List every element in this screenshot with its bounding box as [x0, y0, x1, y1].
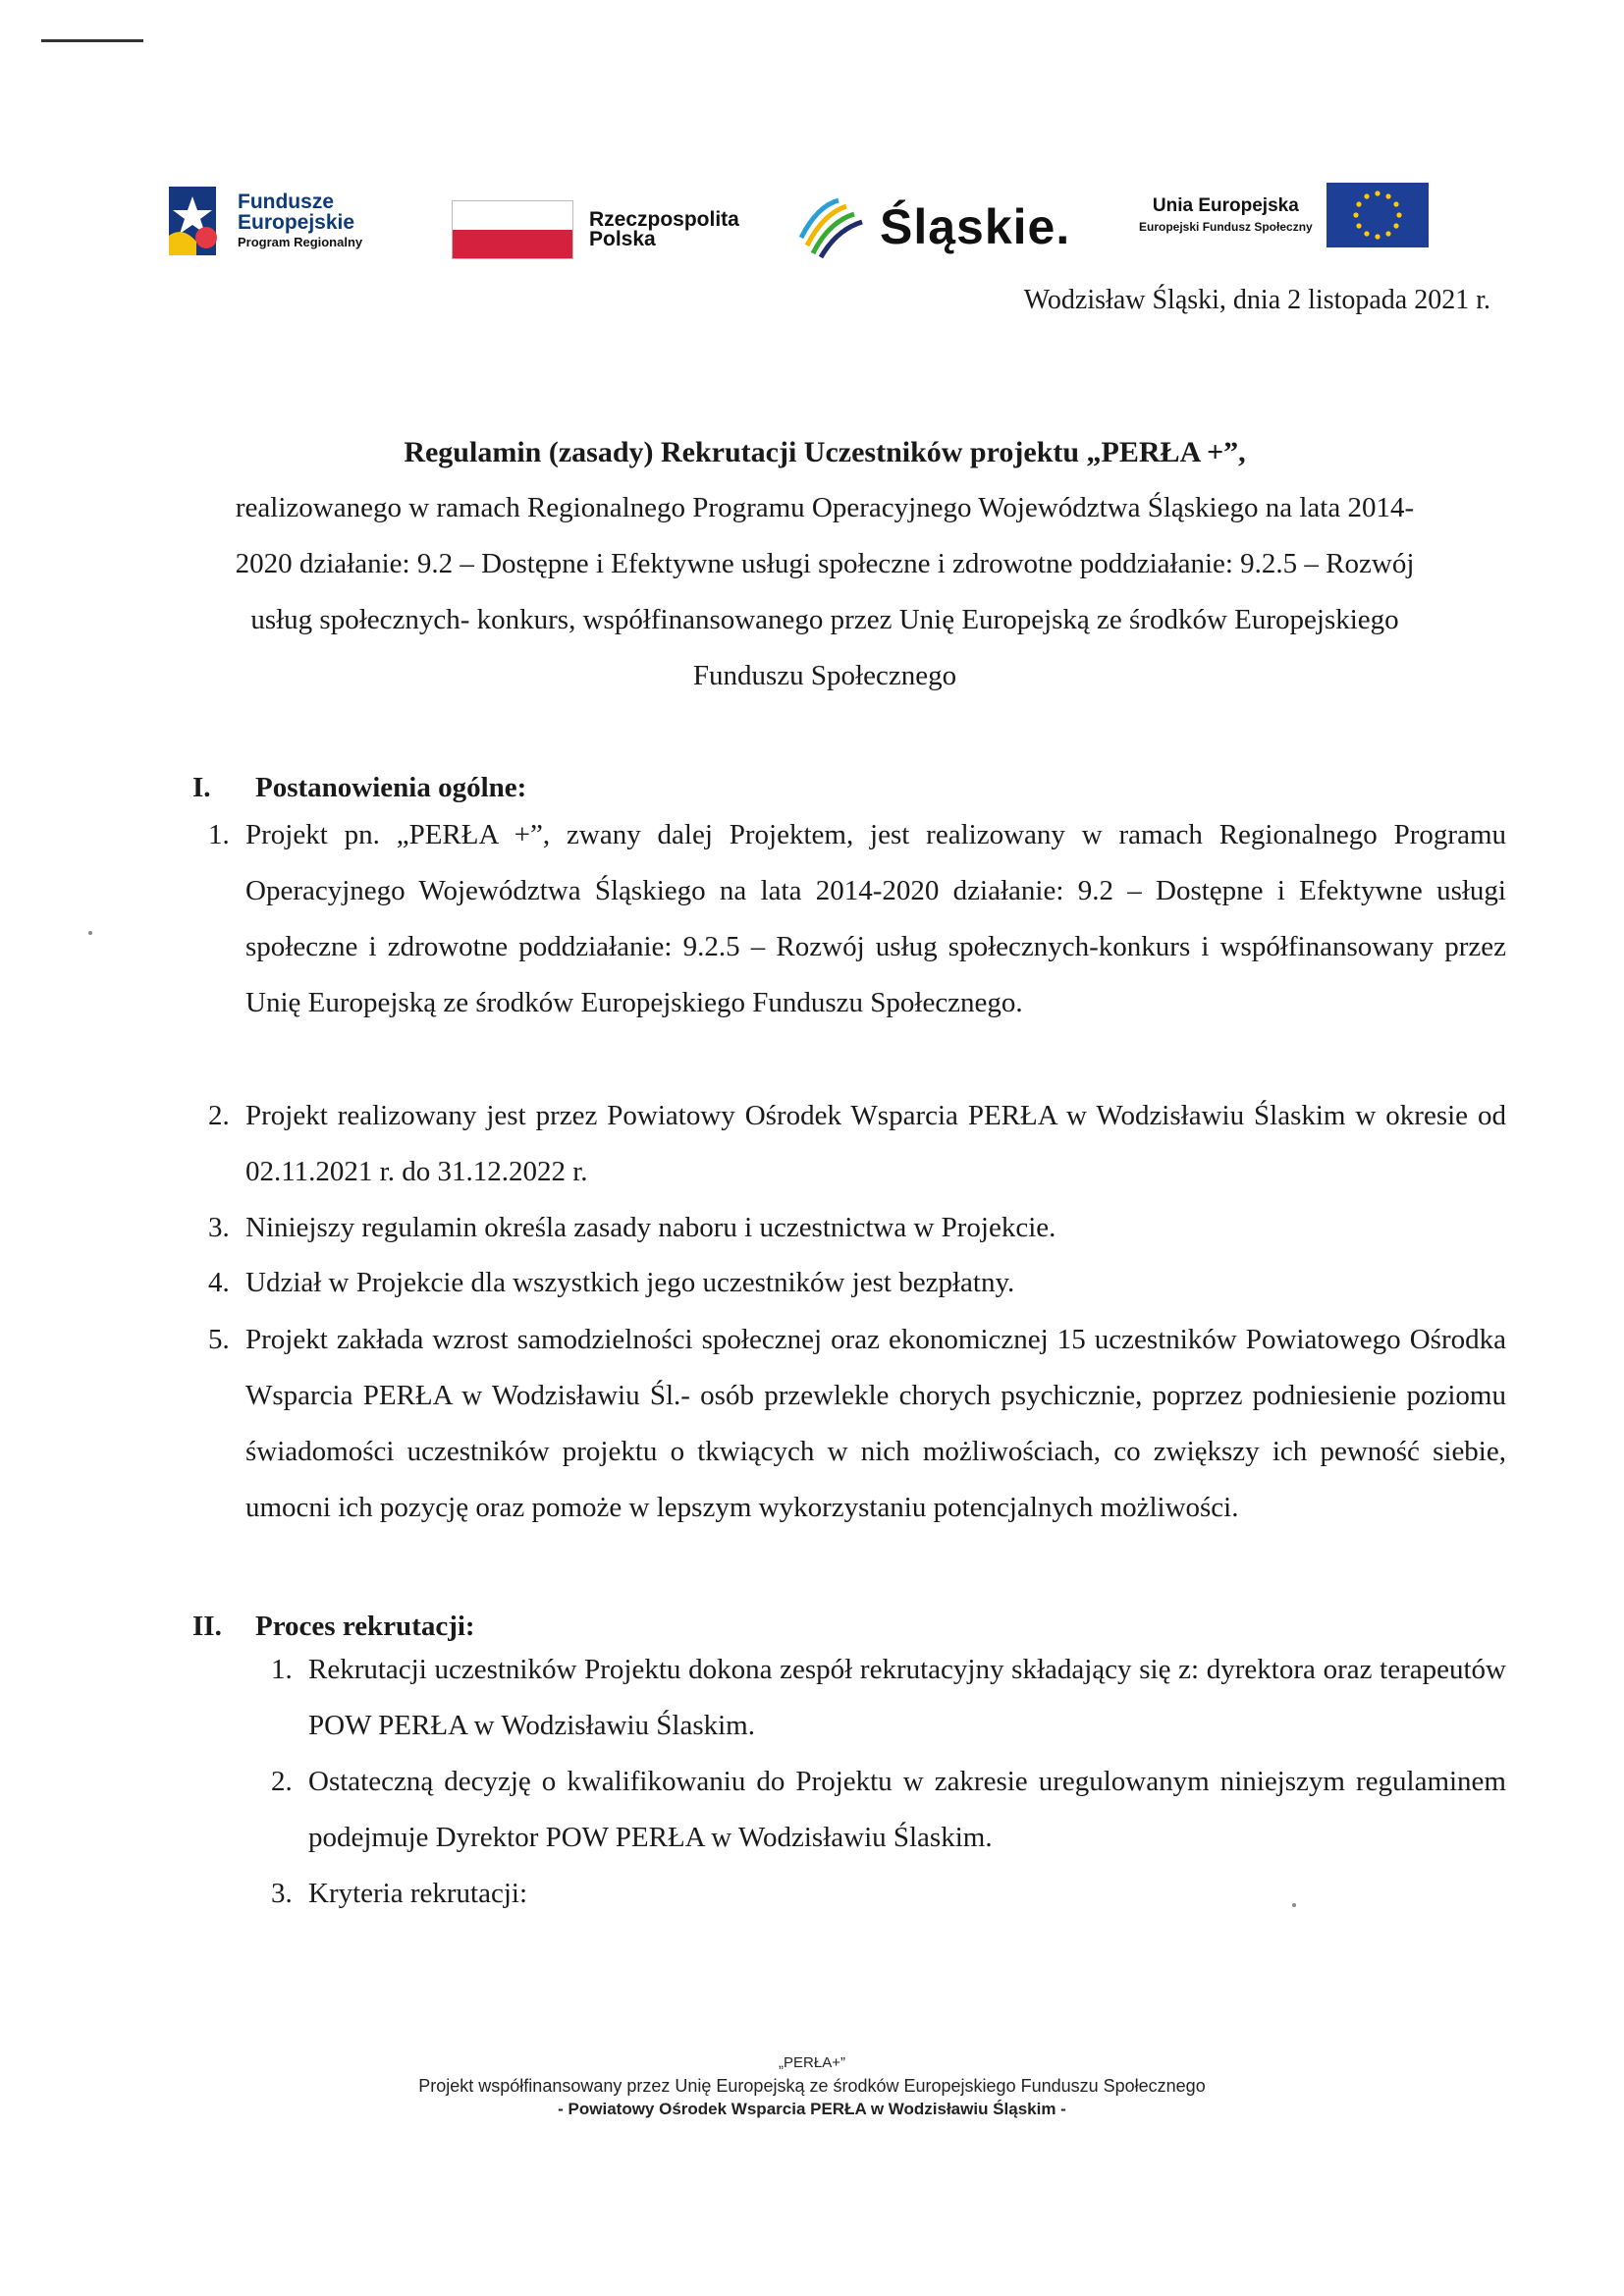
slaskie-wordmark: Śląskie.: [880, 199, 1071, 254]
list-item-number: 5.: [208, 1324, 230, 1355]
document-title: Regulamin (zasady) Rekrutacji Uczestników projektu „PERŁA +”,: [404, 436, 1246, 468]
document-title-block: [147, 424, 1502, 704]
rp-line1: Rzeczpospolita: [589, 208, 739, 231]
list-item-text: Projekt zakłada wzrost samodzielności społecznej oraz ekonomicznej 15 uczestników Powiatowego Ośrodka Wsparcia PERŁA w Wodzisławiu Śl.- osób przewlekle chorych psychicznie, poprzez podniesienie poziomu świadomości uczestników projektu o tkwiących w nich możliwościach, co zwiększy ich pewność siebie, umocni ich pozycję oraz pomoże w lepszym wykorzystaniu potencjalnych możliwości.: [245, 1324, 1506, 1523]
scan-speck: [88, 931, 92, 935]
footer-project-name: „PERŁA+”: [779, 2054, 845, 2071]
ue-title: Unia Europejska: [1152, 195, 1299, 216]
list-item-text: Rekrutacji uczestników Projektu dokona zespół rekrutacyjny składający się z: dyrektora oraz terapeutów POW PERŁA w Wodzisławiu Ślaskim.: [308, 1654, 1506, 1741]
unia-europejska-logo: [1139, 183, 1429, 247]
title-line: Funduszu Społecznego: [692, 660, 957, 691]
footer-organization: - Powiatowy Ośrodek Wsparcia PERŁA w Wodzisławiu Śląskim -: [558, 2100, 1066, 2118]
eu-flag-icon: [1326, 183, 1429, 247]
list-item-text: Projekt realizowany jest przez Powiatowy Ośrodek Wsparcia PERŁA w Wodzisławiu Ślaskim w okresie od 02.11.2021 r. do 31.12.2022 r.: [245, 1100, 1506, 1187]
footer-cofinancing-note: Projekt współfinansowany przez Unię Europejską ze środków Europejskiego Funduszu Społecznego: [418, 2076, 1206, 2096]
list-item-number: 1.: [208, 819, 230, 850]
section-heading-recruitment: [192, 1611, 475, 1643]
fe-star-icon: [167, 183, 230, 261]
list-item-number: 2.: [208, 1100, 230, 1131]
list-item-number: 2.: [271, 1766, 293, 1797]
polish-flag-icon: [452, 200, 573, 259]
page-footer: [295, 2052, 1329, 2121]
rzeczpospolita-polska-logo: [452, 200, 739, 259]
title-line: 2020 działanie: 9.2 – Dostępne i Efektywne usługi społeczne i zdrowotne poddziałanie: 9.2.5 – Rozwój: [235, 548, 1415, 579]
section-number: I.: [192, 772, 211, 803]
list-item-text: Kryteria rekrutacji:: [308, 1878, 528, 1909]
section-title: Proces rekrutacji:: [255, 1611, 475, 1642]
list-item-number: 3.: [271, 1878, 293, 1909]
ue-subtitle: Europejski Fundusz Społeczny: [1139, 220, 1313, 234]
section-heading-general: [192, 772, 526, 804]
list-item: [208, 1088, 1506, 1200]
fundusze-europejskie-logo: [167, 183, 362, 261]
list-item: [208, 1200, 1506, 1256]
title-line: realizowanego w ramach Regionalnego Programu Operacyjnego Województwa Śląskiego na lata 2014-: [235, 492, 1415, 523]
list-item-text: Ostateczną decyzję o kwalifikowaniu do Projektu w zakresie uregulowanym niniejszym regulaminem podejmuje Dyrektor POW PERŁA w Wodzisławiu Ślaskim.: [308, 1766, 1506, 1853]
list-item-text: Projekt pn. „PERŁA +”, zwany dalej Projektem, jest realizowany w ramach Regionalnego Programu Operacyjnego Województwa Śląskiego na lata 2014-2020 działanie: 9.2 – Dostępne i Efektywne usługi społeczne i zdrowotne poddziałanie: 9.2.5 – Rozwój usług społecznych-konkurs i współfinansowany przez Unię Europejską ze środków Europejskiego Funduszu Społecznego.: [245, 819, 1506, 1018]
list-item: [208, 1312, 1506, 1536]
rp-line2: Polska: [589, 228, 656, 250]
list-item-number: 1.: [271, 1654, 293, 1685]
slaskie-logo: [795, 192, 1070, 261]
fe-title-line1: Fundusze: [238, 191, 334, 213]
list-item: [271, 1866, 1506, 1922]
list-item-text: Udział w Projekcie dla wszystkich jego uczestników jest bezpłatny.: [245, 1267, 1015, 1298]
list-item: [271, 1642, 1506, 1754]
document-date: Wodzisław Śląski, dnia 2 listopada 2021 r.: [1023, 285, 1490, 315]
list-item-number: 4.: [208, 1267, 230, 1298]
title-line: usług społecznych- konkurs, współfinansowanego przez Unię Europejską ze środków Europejskiego: [250, 604, 1399, 635]
logo-bar: [167, 183, 1483, 281]
list-item-number: 3.: [208, 1212, 230, 1243]
slaskie-waves-icon: [795, 192, 874, 261]
list-item-text: Niniejszy regulamin określa zasady naboru i uczestnictwa w Projekcie.: [245, 1212, 1056, 1243]
list-item: [271, 1754, 1506, 1866]
fe-title-line2: Europejskie: [238, 211, 355, 234]
list-item: [208, 807, 1506, 1031]
section-number: II.: [192, 1611, 222, 1642]
scan-corner-mark: [41, 39, 143, 42]
section-title: Postanowienia ogólne:: [255, 772, 527, 803]
fe-subtitle: Program Regionalny: [238, 235, 363, 249]
list-item: [208, 1255, 1506, 1311]
